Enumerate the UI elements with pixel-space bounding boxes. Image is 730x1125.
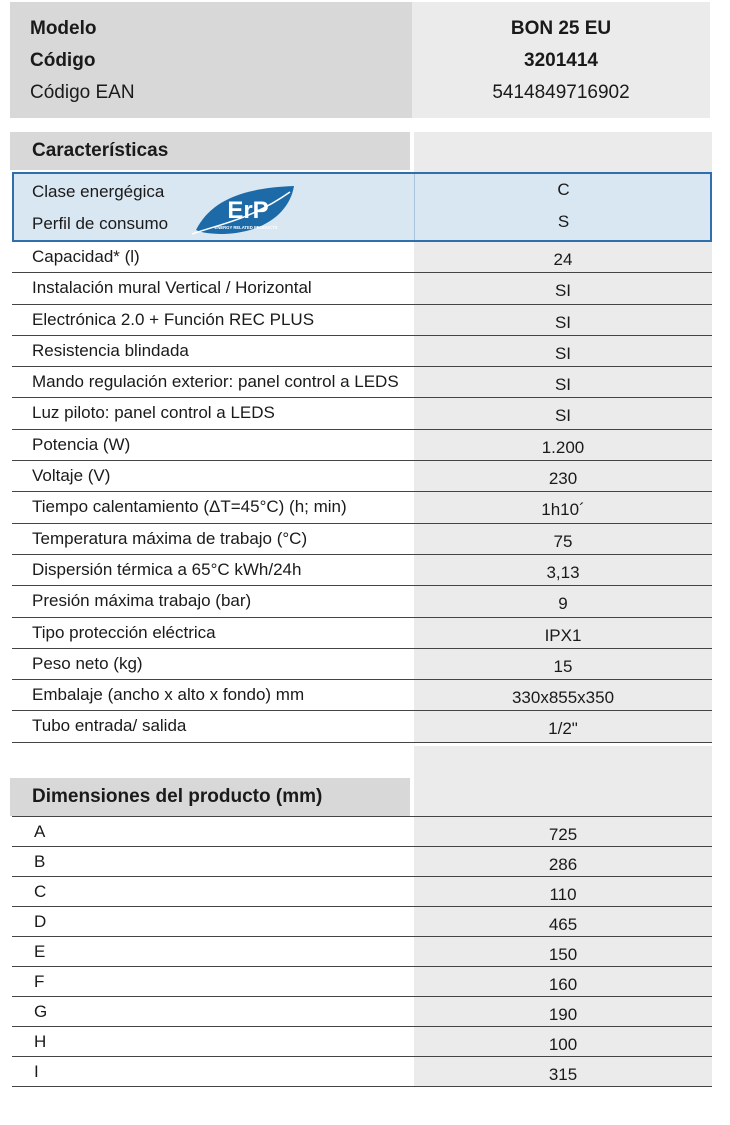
dimension-row [12, 1027, 712, 1057]
characteristic-label: Resistencia blindada [32, 340, 189, 360]
characteristic-row [12, 398, 712, 429]
characteristic-label: Tiempo calentamiento (ΔT=45°C) (h; min) [32, 497, 347, 517]
characteristic-row [12, 711, 712, 742]
dimension-label-cell [12, 1027, 414, 1056]
consumption-profile-label: Perfil de consumo [32, 214, 169, 233]
dimension-label: B [34, 852, 46, 871]
dimension-value: 190 [548, 1005, 578, 1024]
characteristic-row [12, 336, 712, 367]
characteristic-value: 230 [548, 469, 578, 489]
ean-label: Código EAN [30, 82, 135, 103]
characteristics-table [12, 242, 712, 743]
dimension-label-cell [12, 967, 414, 996]
characteristic-value: 9 [558, 594, 568, 614]
characteristic-label: Temperatura máxima de trabajo (°C) [32, 528, 308, 548]
dimensions-title: Dimensiones del producto (mm) [32, 786, 323, 807]
dimension-row [12, 967, 712, 997]
characteristic-label: Tubo entrada/ salida [32, 716, 187, 736]
erp-logo-subtext: ENERGY RELATED PRODUCTS [214, 225, 278, 230]
characteristic-label: Potencia (W) [32, 434, 131, 454]
ean-value: 5414849716902 [492, 82, 630, 103]
dimension-row [12, 907, 712, 937]
dimension-row [12, 847, 712, 877]
code-value: 3201414 [524, 50, 598, 71]
characteristic-value: IPX1 [544, 625, 582, 645]
dimension-value: 100 [548, 1035, 578, 1054]
dimension-label: H [34, 1032, 47, 1051]
characteristic-label: Mando regulación exterior: panel control a LEDS [32, 372, 399, 392]
characteristic-row [12, 492, 712, 523]
dimension-label-cell [12, 817, 414, 846]
characteristics-title: Características [32, 140, 169, 161]
characteristic-value: SI [554, 312, 572, 332]
dimension-row [12, 877, 712, 907]
dimension-value: 725 [548, 825, 578, 844]
characteristic-value: SI [554, 375, 572, 395]
erp-leaf-icon [190, 180, 300, 236]
dimension-row [12, 997, 712, 1027]
dimension-label: G [34, 1002, 48, 1021]
characteristic-label: Capacidad* (l) [32, 247, 140, 266]
dimension-value: 315 [548, 1065, 578, 1084]
dimensions-title-value-cell [414, 778, 712, 816]
dimension-value: 150 [548, 945, 578, 964]
model-value: BON 25 EU [510, 18, 612, 39]
dimensions-title-bar [10, 778, 410, 816]
dimension-label-cell [12, 877, 414, 906]
characteristic-label: Embalaje (ancho x alto x fondo) mm [32, 685, 305, 705]
characteristic-row [12, 586, 712, 617]
erp-logo-text: ErP [227, 197, 269, 224]
characteristic-row [12, 305, 712, 336]
characteristic-value: 1.200 [541, 437, 585, 457]
dimension-label: D [34, 912, 47, 931]
characteristic-row [12, 273, 712, 304]
dimension-value: 465 [548, 915, 578, 934]
gap-value-cell [414, 746, 712, 780]
characteristics-title-value-cell [414, 132, 712, 172]
characteristic-value: SI [554, 406, 572, 426]
dimension-label-cell [12, 997, 414, 1026]
characteristic-value: 3,13 [546, 562, 580, 582]
dimension-label: F [34, 972, 45, 991]
dimension-row [12, 937, 712, 967]
characteristic-value: SI [554, 281, 572, 301]
characteristic-value: 75 [553, 531, 573, 551]
characteristic-label: Voltaje (V) [32, 466, 111, 486]
characteristic-row [12, 555, 712, 586]
characteristic-label: Dispersión térmica a 65°C kWh/24h [32, 559, 302, 579]
characteristic-value: 1h10´ [541, 500, 585, 520]
code-label: Código [30, 50, 96, 71]
characteristic-label: Luz piloto: panel control a LEDS [32, 403, 275, 423]
characteristic-row [12, 430, 712, 461]
characteristic-row [12, 618, 712, 649]
characteristic-label: Instalación mural Vertical / Horizontal [32, 278, 312, 298]
characteristic-row [12, 242, 712, 273]
characteristic-value: 24 [553, 250, 573, 269]
dimension-label-cell [12, 937, 414, 966]
characteristic-row [12, 649, 712, 680]
dimension-value: 286 [548, 855, 578, 874]
energy-class-label: Clase energégica [32, 182, 165, 201]
dimension-label-cell [12, 847, 414, 876]
model-label: Modelo [30, 18, 97, 39]
characteristic-row [12, 680, 712, 711]
characteristic-label: Electrónica 2.0 + Función REC PLUS [32, 309, 315, 329]
dimension-label-cell [12, 1057, 414, 1086]
dimension-label: C [34, 882, 47, 901]
energy-class-value: C [557, 180, 570, 199]
characteristic-label: Peso neto (kg) [32, 653, 143, 673]
dimensions-table [12, 817, 712, 1087]
characteristic-row [12, 461, 712, 492]
dimension-value: 110 [549, 885, 577, 904]
characteristic-row [12, 524, 712, 555]
characteristic-value: SI [554, 343, 572, 363]
dimension-label-cell [12, 907, 414, 936]
characteristics-title-bar [10, 132, 410, 170]
characteristic-label: Presión máxima trabajo (bar) [32, 591, 252, 611]
erp-box [12, 172, 712, 242]
dimension-label: E [34, 942, 46, 961]
characteristic-value: 1/2" [548, 719, 578, 739]
characteristic-row [12, 367, 712, 398]
dimension-value: 160 [548, 975, 578, 994]
characteristic-value: 15 [553, 656, 573, 676]
dimension-row [12, 817, 712, 847]
consumption-profile-value: S [557, 212, 570, 231]
characteristic-value: 330x855x350 [511, 688, 615, 708]
dimension-row [12, 1057, 712, 1087]
characteristic-label: Tipo protección eléctrica [32, 622, 216, 642]
dimension-label: A [34, 822, 46, 841]
product-header [10, 2, 710, 118]
dimension-label: I [34, 1062, 39, 1081]
